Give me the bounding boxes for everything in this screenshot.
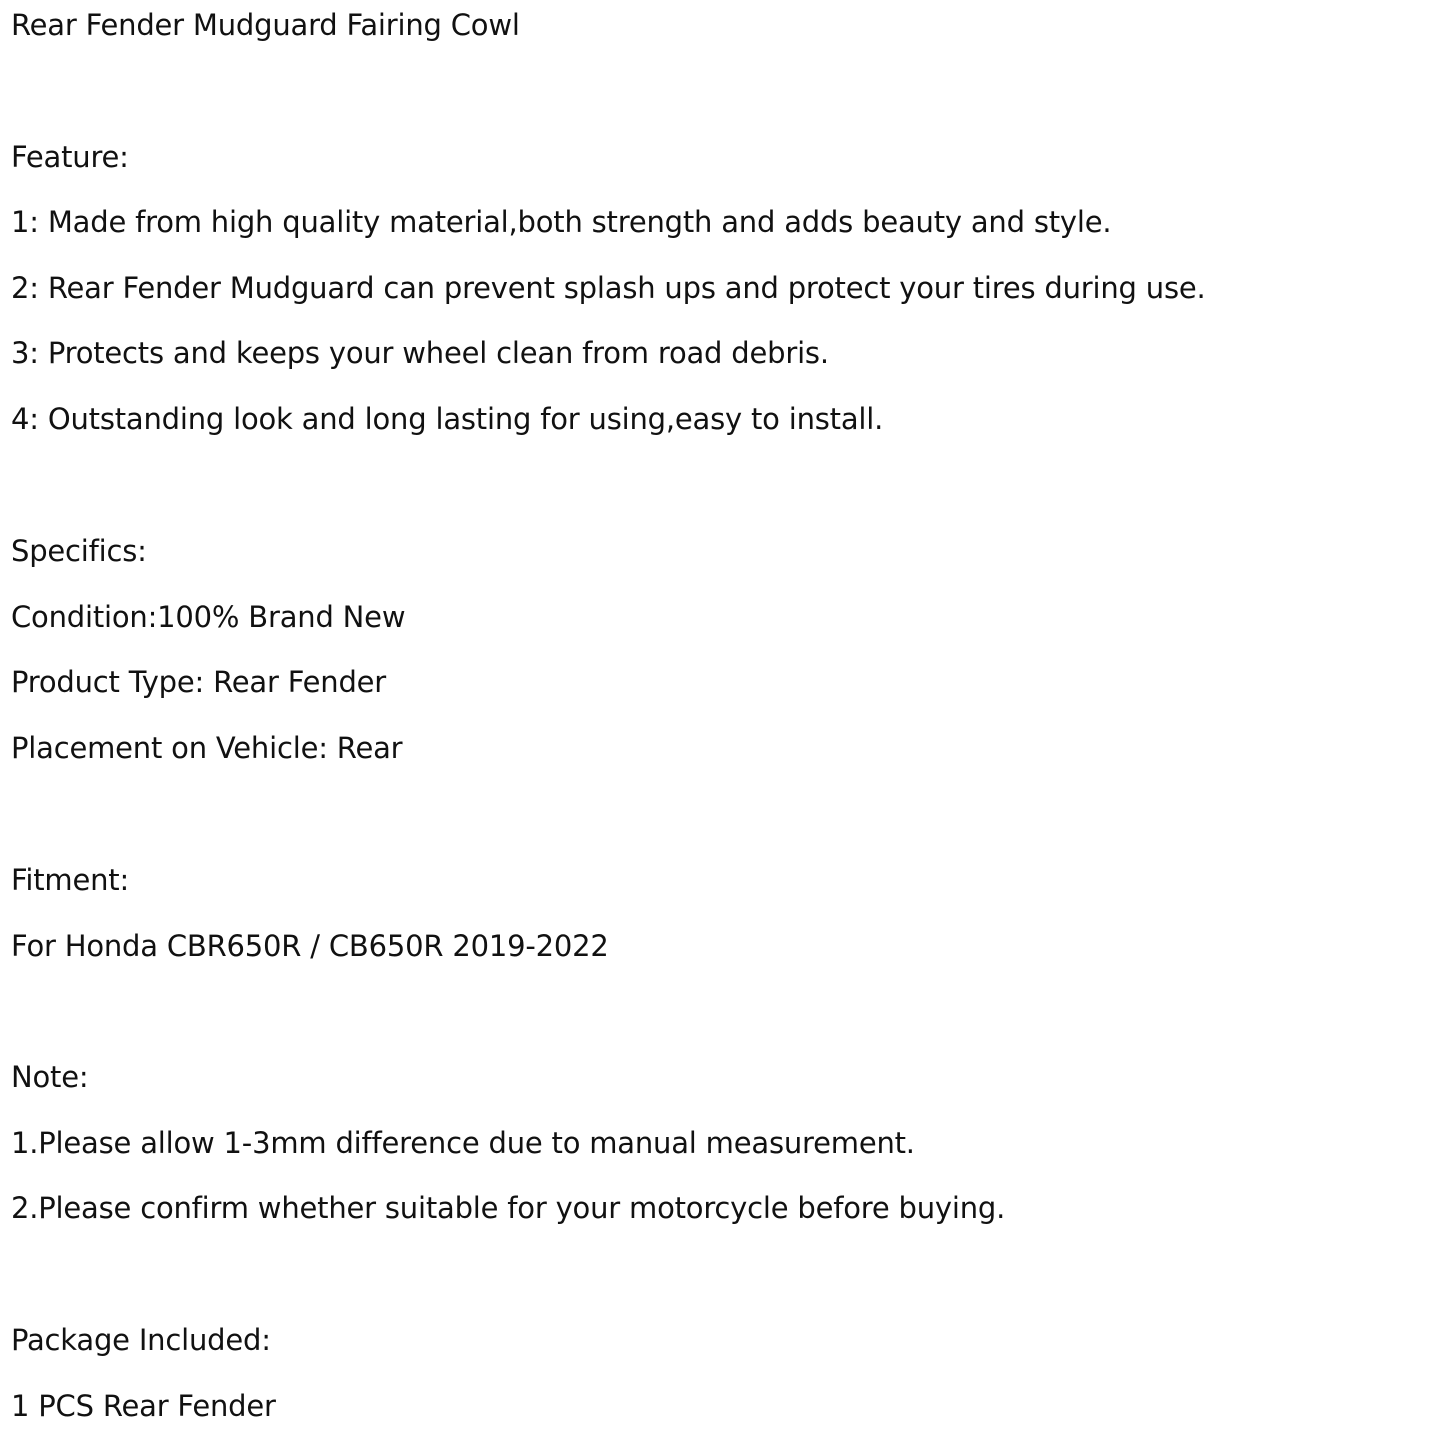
note-item: 1.Please allow 1-3mm difference due to manual measurement.: [11, 1126, 915, 1160]
feature-heading: Feature:: [11, 140, 129, 174]
fitment-model: For Honda CBR650R / CB650R 2019-2022: [11, 929, 609, 963]
specifics-product-type: Product Type: Rear Fender: [11, 665, 387, 699]
specifics-condition: Condition:100% Brand New: [11, 600, 406, 634]
note-item: 2.Please confirm whether suitable for your motorcycle before buying.: [11, 1191, 1006, 1225]
feature-item: 3: Protects and keeps your wheel clean from road debris.: [11, 336, 829, 370]
page-title: Rear Fender Mudguard Fairing Cowl: [11, 8, 520, 42]
specifics-placement: Placement on Vehicle: Rear: [11, 731, 403, 765]
package-item: 1 PCS Rear Fender: [11, 1389, 276, 1423]
feature-item: 2: Rear Fender Mudguard can prevent splash ups and protect your tires during use.: [11, 271, 1206, 305]
note-heading: Note:: [11, 1060, 89, 1094]
fitment-heading: Fitment:: [11, 863, 130, 897]
package-heading: Package Included:: [11, 1323, 271, 1357]
feature-item: 1: Made from high quality material,both strength and adds beauty and style.: [11, 205, 1112, 239]
feature-item: 4: Outstanding look and long lasting for using,easy to install.: [11, 402, 884, 436]
specifics-heading: Specifics:: [11, 534, 147, 568]
